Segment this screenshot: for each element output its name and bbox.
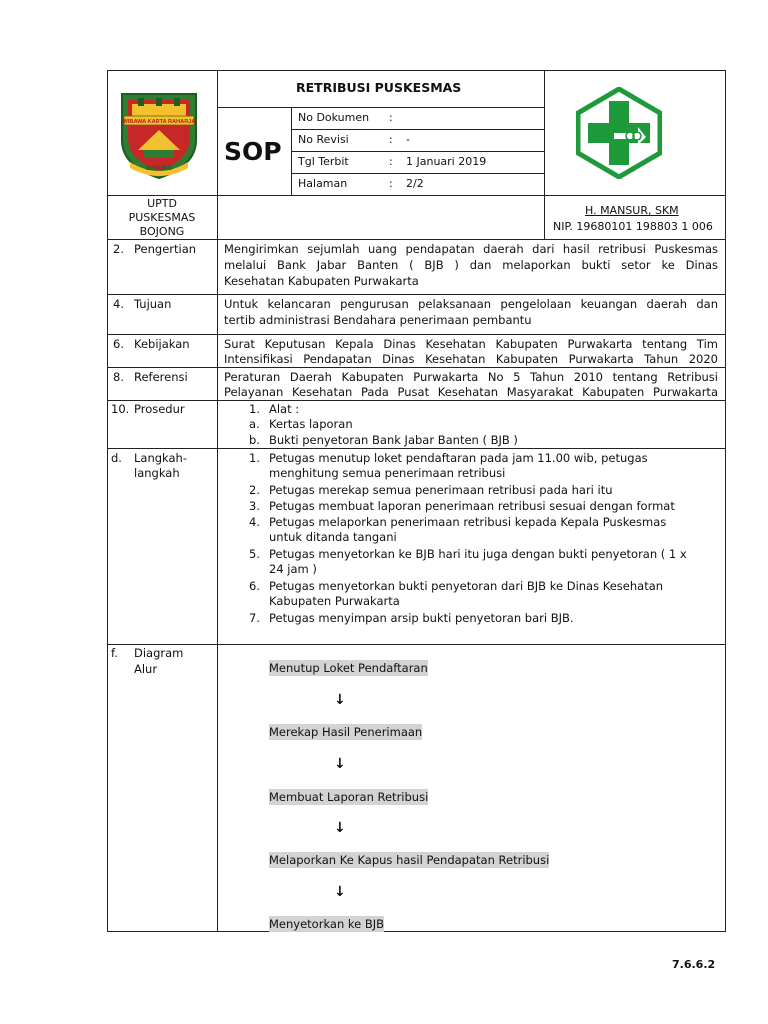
section-text-line: Untuk kelancaran pengurusan pelaksanaan pengelolaan keuangan daerah dan: [224, 297, 718, 311]
step-text: Petugas merekap semua penerimaan retribusi pada hari itu: [269, 483, 613, 497]
step-marker: 5.: [249, 547, 260, 561]
flow-arrow: ↓: [334, 692, 346, 708]
section-number: 4.: [113, 297, 124, 311]
flow-arrow: ↓: [334, 820, 346, 836]
section-text-line: tertib administrasi Bendahara penerimaan pembantu: [224, 313, 532, 327]
list-item: Alat :: [269, 402, 300, 416]
puskesmas-cross-logo: [576, 87, 662, 179]
logo-bottom-text: BOJONG: [145, 166, 173, 172]
meta-value: -: [406, 133, 410, 146]
section-text-line: Pelayanan Kesehatan Pada Pusat Kesehatan Masyarakat Kabupaten Purwakarta: [224, 385, 718, 399]
step-marker: 1.: [249, 451, 260, 465]
list-item: Kertas laporan: [269, 417, 353, 431]
flow-step: Menyetorkan ke BJB: [269, 917, 385, 931]
list-item: Bukti penyetoran Bank Jabar Banten ( BJB ): [269, 433, 518, 447]
step-text: Petugas membuat laporan penerimaan retribusi sesuai dengan format: [269, 499, 675, 513]
meta-value: 1 Januari 2019: [406, 155, 487, 168]
step-marker: 4.: [249, 515, 260, 529]
section-number: 8.: [113, 370, 124, 384]
unit-line: UPTD: [147, 197, 177, 210]
section-label: Prosedur: [134, 402, 185, 416]
step-text: Petugas menyimpan arsip bukti penyetoran bari BJB.: [269, 611, 574, 625]
flow-step: Membuat Laporan Retribusi: [269, 790, 429, 804]
step-text: menghitung semua penerimaan retribusi: [269, 466, 506, 480]
logo-motto-text: WIBAWA KARTA RAHARJA: [122, 119, 196, 125]
step-marker: 7.: [249, 611, 260, 625]
section-text-line: melalui Bank Jabar Banten ( BJB ) dan melaporkan bukti setor ke Dinas: [224, 258, 718, 272]
signer-nip: NIP. 19680101 198803 1 006: [553, 220, 713, 233]
section-text-line: Peraturan Daerah Kabupaten Purwakarta No 5 Tahun 2010 tentang Retribusi: [224, 370, 718, 384]
list-marker: b.: [249, 433, 260, 447]
section-number: d.: [111, 451, 122, 465]
section-number: 10.: [111, 402, 130, 416]
footer-code: 7.6.6.2: [672, 958, 716, 971]
flow-arrow: ↓: [334, 884, 346, 900]
section-label: Referensi: [134, 370, 188, 384]
meta-label: No Revisi: [298, 133, 349, 146]
section-label: Diagram: [134, 646, 184, 660]
step-text: Petugas menyetorkan ke BJB hari itu juga dengan bukti penyetoran ( 1 x: [269, 547, 687, 561]
meta-label: Tgl Terbit: [298, 155, 349, 168]
unit-line: BOJONG: [139, 225, 185, 238]
step-text: Petugas menyetorkan bukti penyetoran dari BJB ke Dinas Kesehatan: [269, 579, 664, 593]
flow-step: Melaporkan Ke Kapus hasil Pendapatan Retribusi: [269, 853, 550, 867]
section-text-line: Kesehatan Kabupaten Purwakarta: [224, 274, 419, 288]
signer-name: H. MANSUR, SKM: [585, 204, 679, 217]
document-title: RETRIBUSI PUSKESMAS: [296, 80, 462, 95]
flow-step: Merekap Hasil Penerimaan: [269, 725, 423, 739]
step-text: Petugas melaporkan penerimaan retribusi kepada Kepala Puskesmas: [269, 515, 667, 529]
meta-sep: :: [389, 177, 393, 190]
step-marker: 6.: [249, 579, 260, 593]
list-marker: 1.: [249, 402, 260, 416]
step-marker: 2.: [249, 483, 260, 497]
section-text-line: Intensifikasi Pendapatan Dinas Kesehatan Kabupaten Purwakarta Tahun 2020: [224, 352, 718, 366]
step-text: 24 jam ): [269, 562, 317, 576]
section-text-line: Surat Keputusan Kepala Dinas Kesehatan Kabupaten Purwakarta tentang Tim: [224, 337, 718, 351]
meta-label: Halaman: [298, 177, 348, 190]
meta-value: 2/2: [406, 177, 424, 190]
section-number: 2.: [113, 242, 124, 256]
section-number: f.: [111, 646, 118, 660]
meta-sep: :: [389, 155, 393, 168]
section-label: Langkah-: [134, 451, 187, 465]
section-label: langkah: [134, 466, 180, 480]
list-marker: a.: [249, 417, 260, 431]
section-label: Kebijakan: [134, 337, 190, 351]
step-text: Petugas menutup loket pendaftaran pada jam 11.00 wib, petugas: [269, 451, 648, 465]
flow-arrow: ↓: [334, 756, 346, 772]
meta-sep: :: [389, 111, 393, 124]
section-number: 6.: [113, 337, 124, 351]
flow-step: Menutup Loket Pendaftaran: [269, 661, 428, 675]
step-text: Kabupaten Purwakarta: [269, 594, 400, 608]
unit-line: PUSKESMAS: [128, 211, 196, 224]
meta-label: No Dokumen: [298, 111, 370, 124]
step-text: untuk ditanda tangani: [269, 530, 397, 544]
regency-emblem-logo: [116, 88, 202, 180]
section-label: Alur: [134, 662, 158, 676]
section-text-line: Mengirimkan sejumlah uang pendapatan daerah dari hasil retribusi Puskesmas: [224, 242, 718, 256]
section-label: Tujuan: [134, 297, 172, 311]
sop-label: SOP: [224, 137, 282, 166]
meta-sep: :: [389, 133, 393, 146]
step-marker: 3.: [249, 499, 260, 513]
section-label: Pengertian: [134, 242, 197, 256]
